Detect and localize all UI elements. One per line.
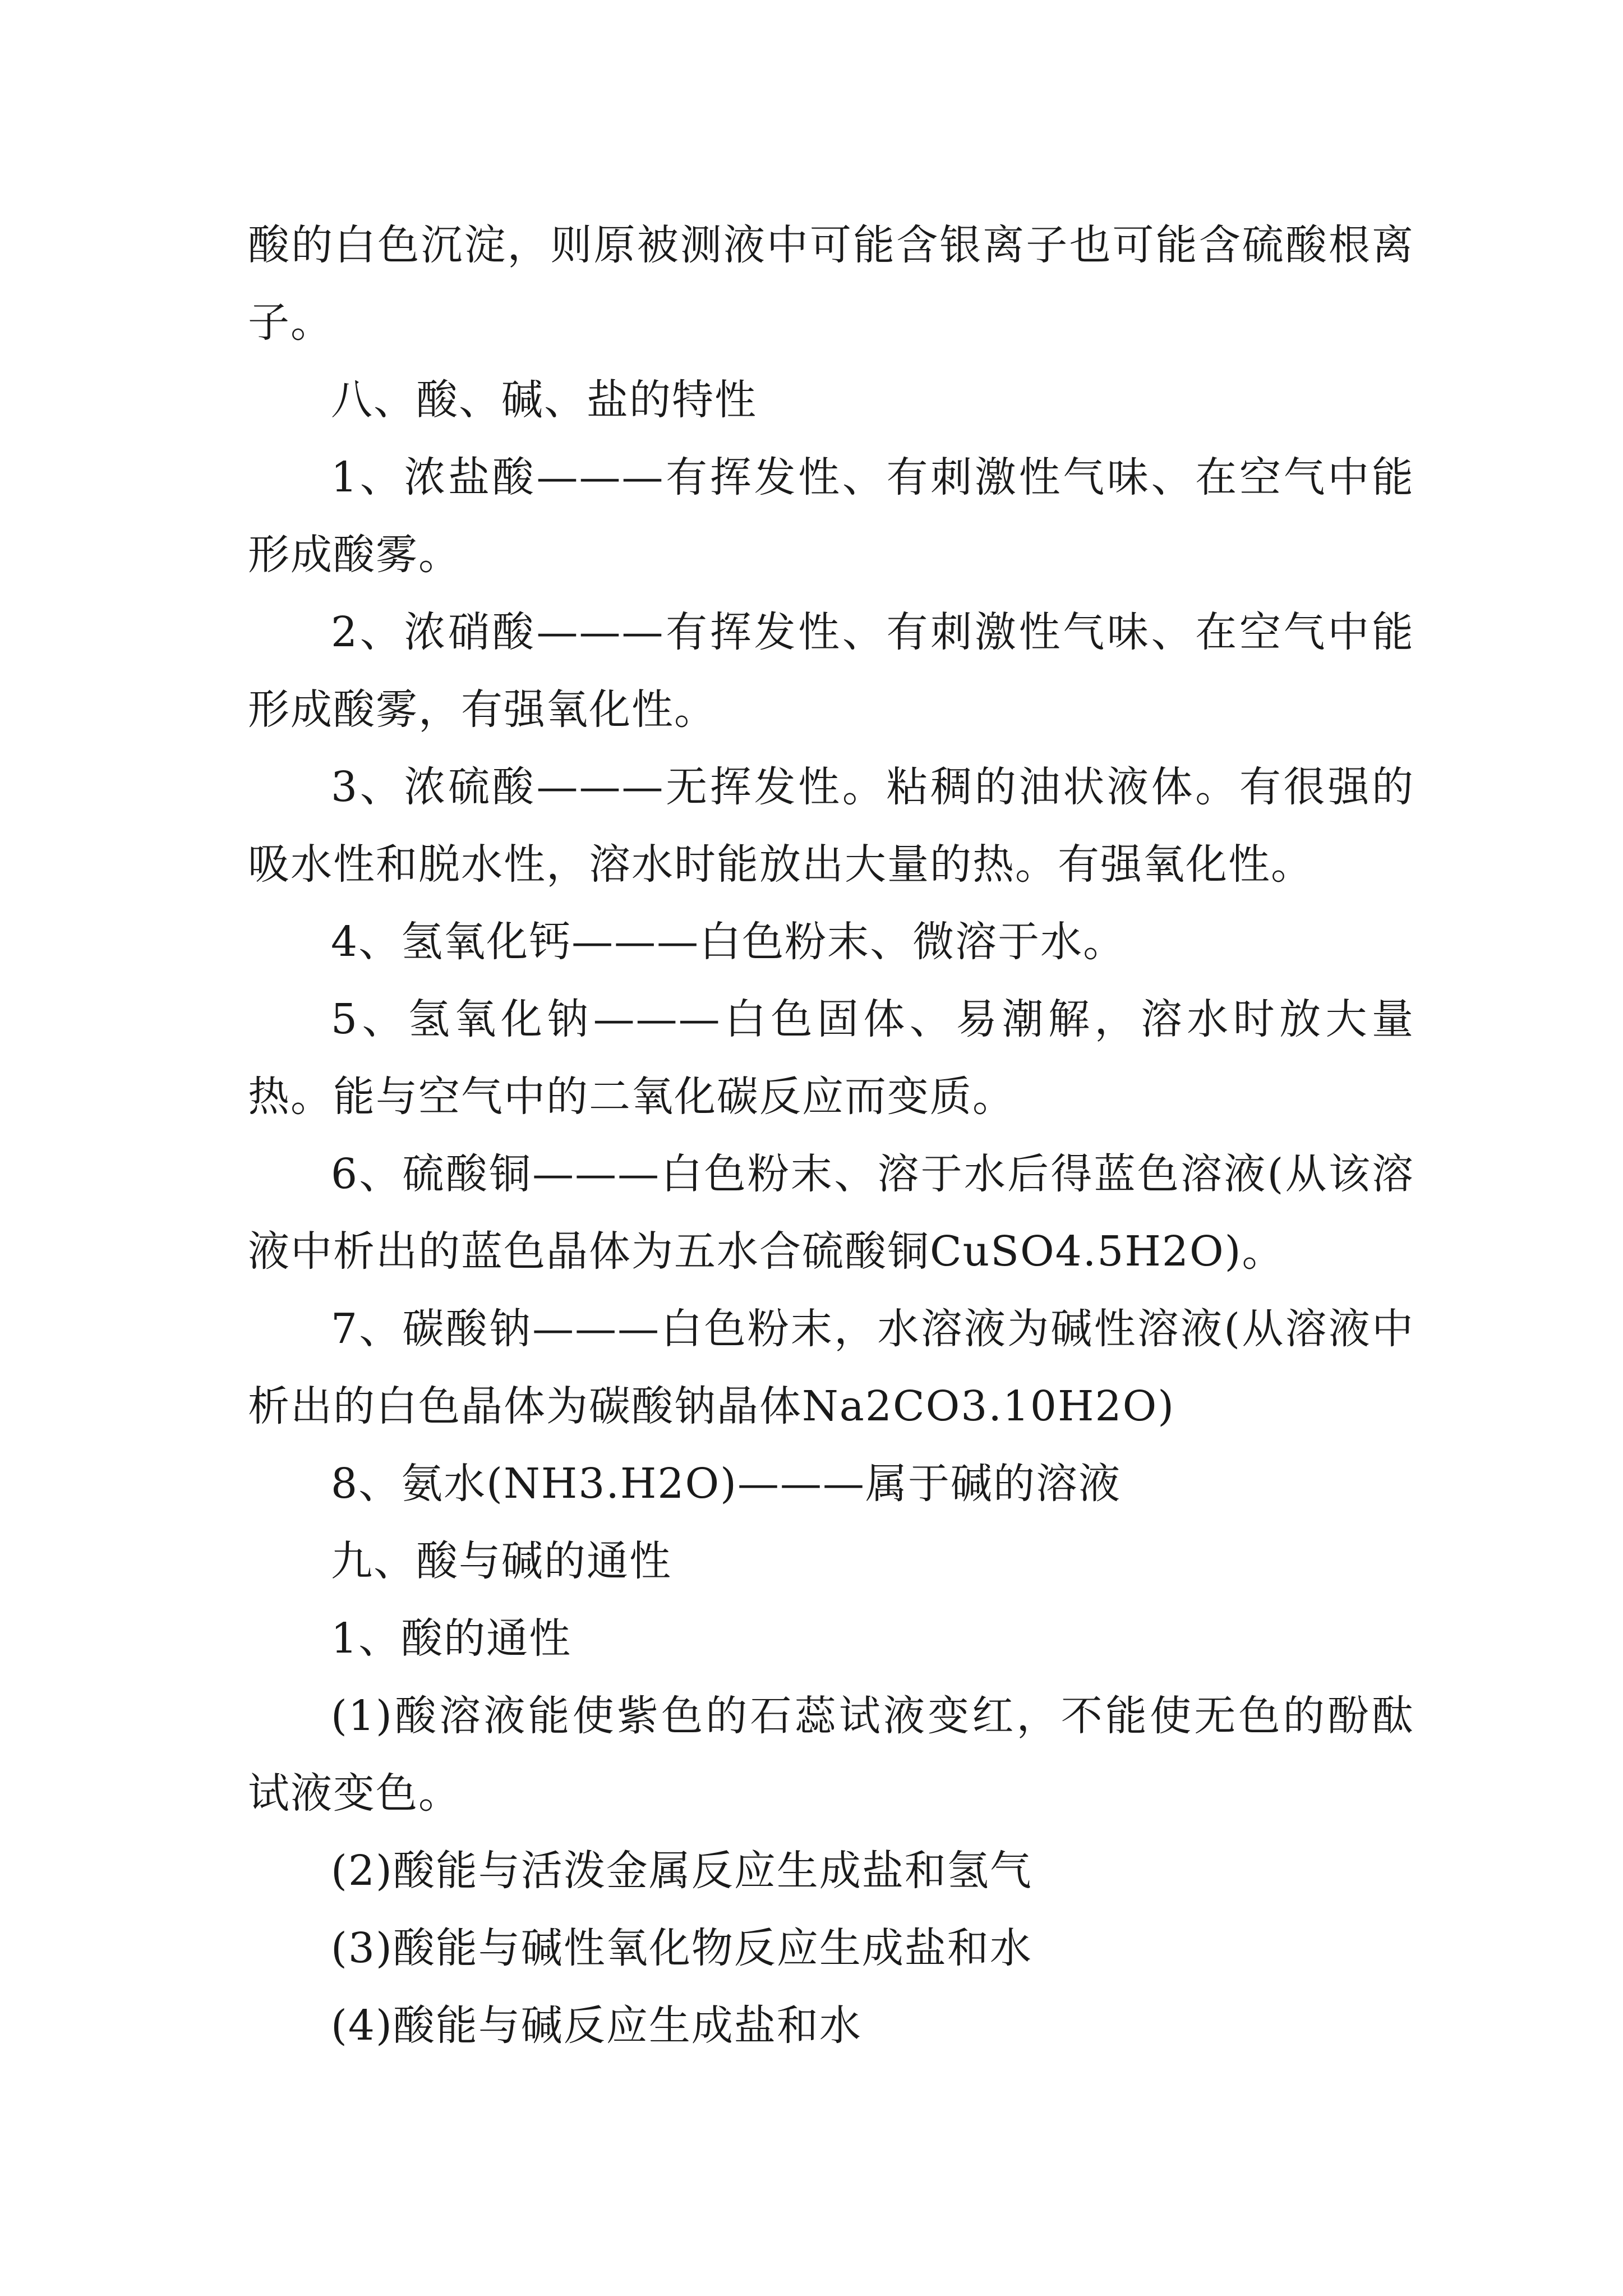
paragraph-item-7: 7、碳酸钠———白色粉末，水溶液为碱性溶液(从溶液中析出的白色晶体为碳酸钠晶体Na2CO3.10H2O) (248, 1305, 1414, 1430)
paragraph-sub-4: (4)酸能与碱反应生成盐和水 (331, 2001, 862, 2050)
paragraph-continuation: 酸的白色沉淀，则原被测液中可能含银离子也可能含硫酸根离子。 (248, 221, 1414, 347)
paragraph-item-3: 3、浓硫酸———无挥发性。粘稠的油状液体。有很强的吸水性和脱水性，溶水时能放出大量的热。有强氧化性。 (248, 763, 1414, 889)
section-heading-9: 九、酸与碱的通性 (331, 1537, 672, 1585)
paragraph-sub-3: (3)酸能与碱性氧化物反应生成盐和水 (331, 1924, 1032, 1972)
paragraph-item-1: 1、浓盐酸———有挥发性、有刺激性气味、在空气中能形成酸雾。 (248, 453, 1414, 579)
paragraph-sub-1: (1)酸溶液能使紫色的石蕊试液变红，不能使无色的酚酞试液变色。 (248, 1692, 1414, 1818)
paragraph-item-2: 2、浓硝酸———有挥发性、有刺激性气味、在空气中能形成酸雾，有强氧化性。 (248, 608, 1414, 734)
subheading-acid-properties: 1、酸的通性 (331, 1614, 572, 1663)
section-heading-8: 八、酸、碱、盐的特性 (331, 376, 757, 424)
paragraph-sub-2: (2)酸能与活泼金属反应生成盐和氢气 (331, 1847, 1032, 1895)
paragraph-item-5: 5、氢氧化钠———白色固体、易潮解，溶水时放大量热。能与空气中的二氧化碳反应而变质。 (248, 995, 1414, 1121)
paragraph-item-4: 4、氢氧化钙———白色粉末、微溶于水。 (331, 918, 1126, 966)
document-body (248, 206, 1414, 2064)
paragraph-item-6: 6、硫酸铜———白色粉末、溶于水后得蓝色溶液(从该溶液中析出的蓝色晶体为五水合硫酸铜CuSO4.5H2O)。 (248, 1150, 1414, 1276)
paragraph-item-8: 8、氨水(NH3.H2O)———属于碱的溶液 (331, 1460, 1121, 1508)
